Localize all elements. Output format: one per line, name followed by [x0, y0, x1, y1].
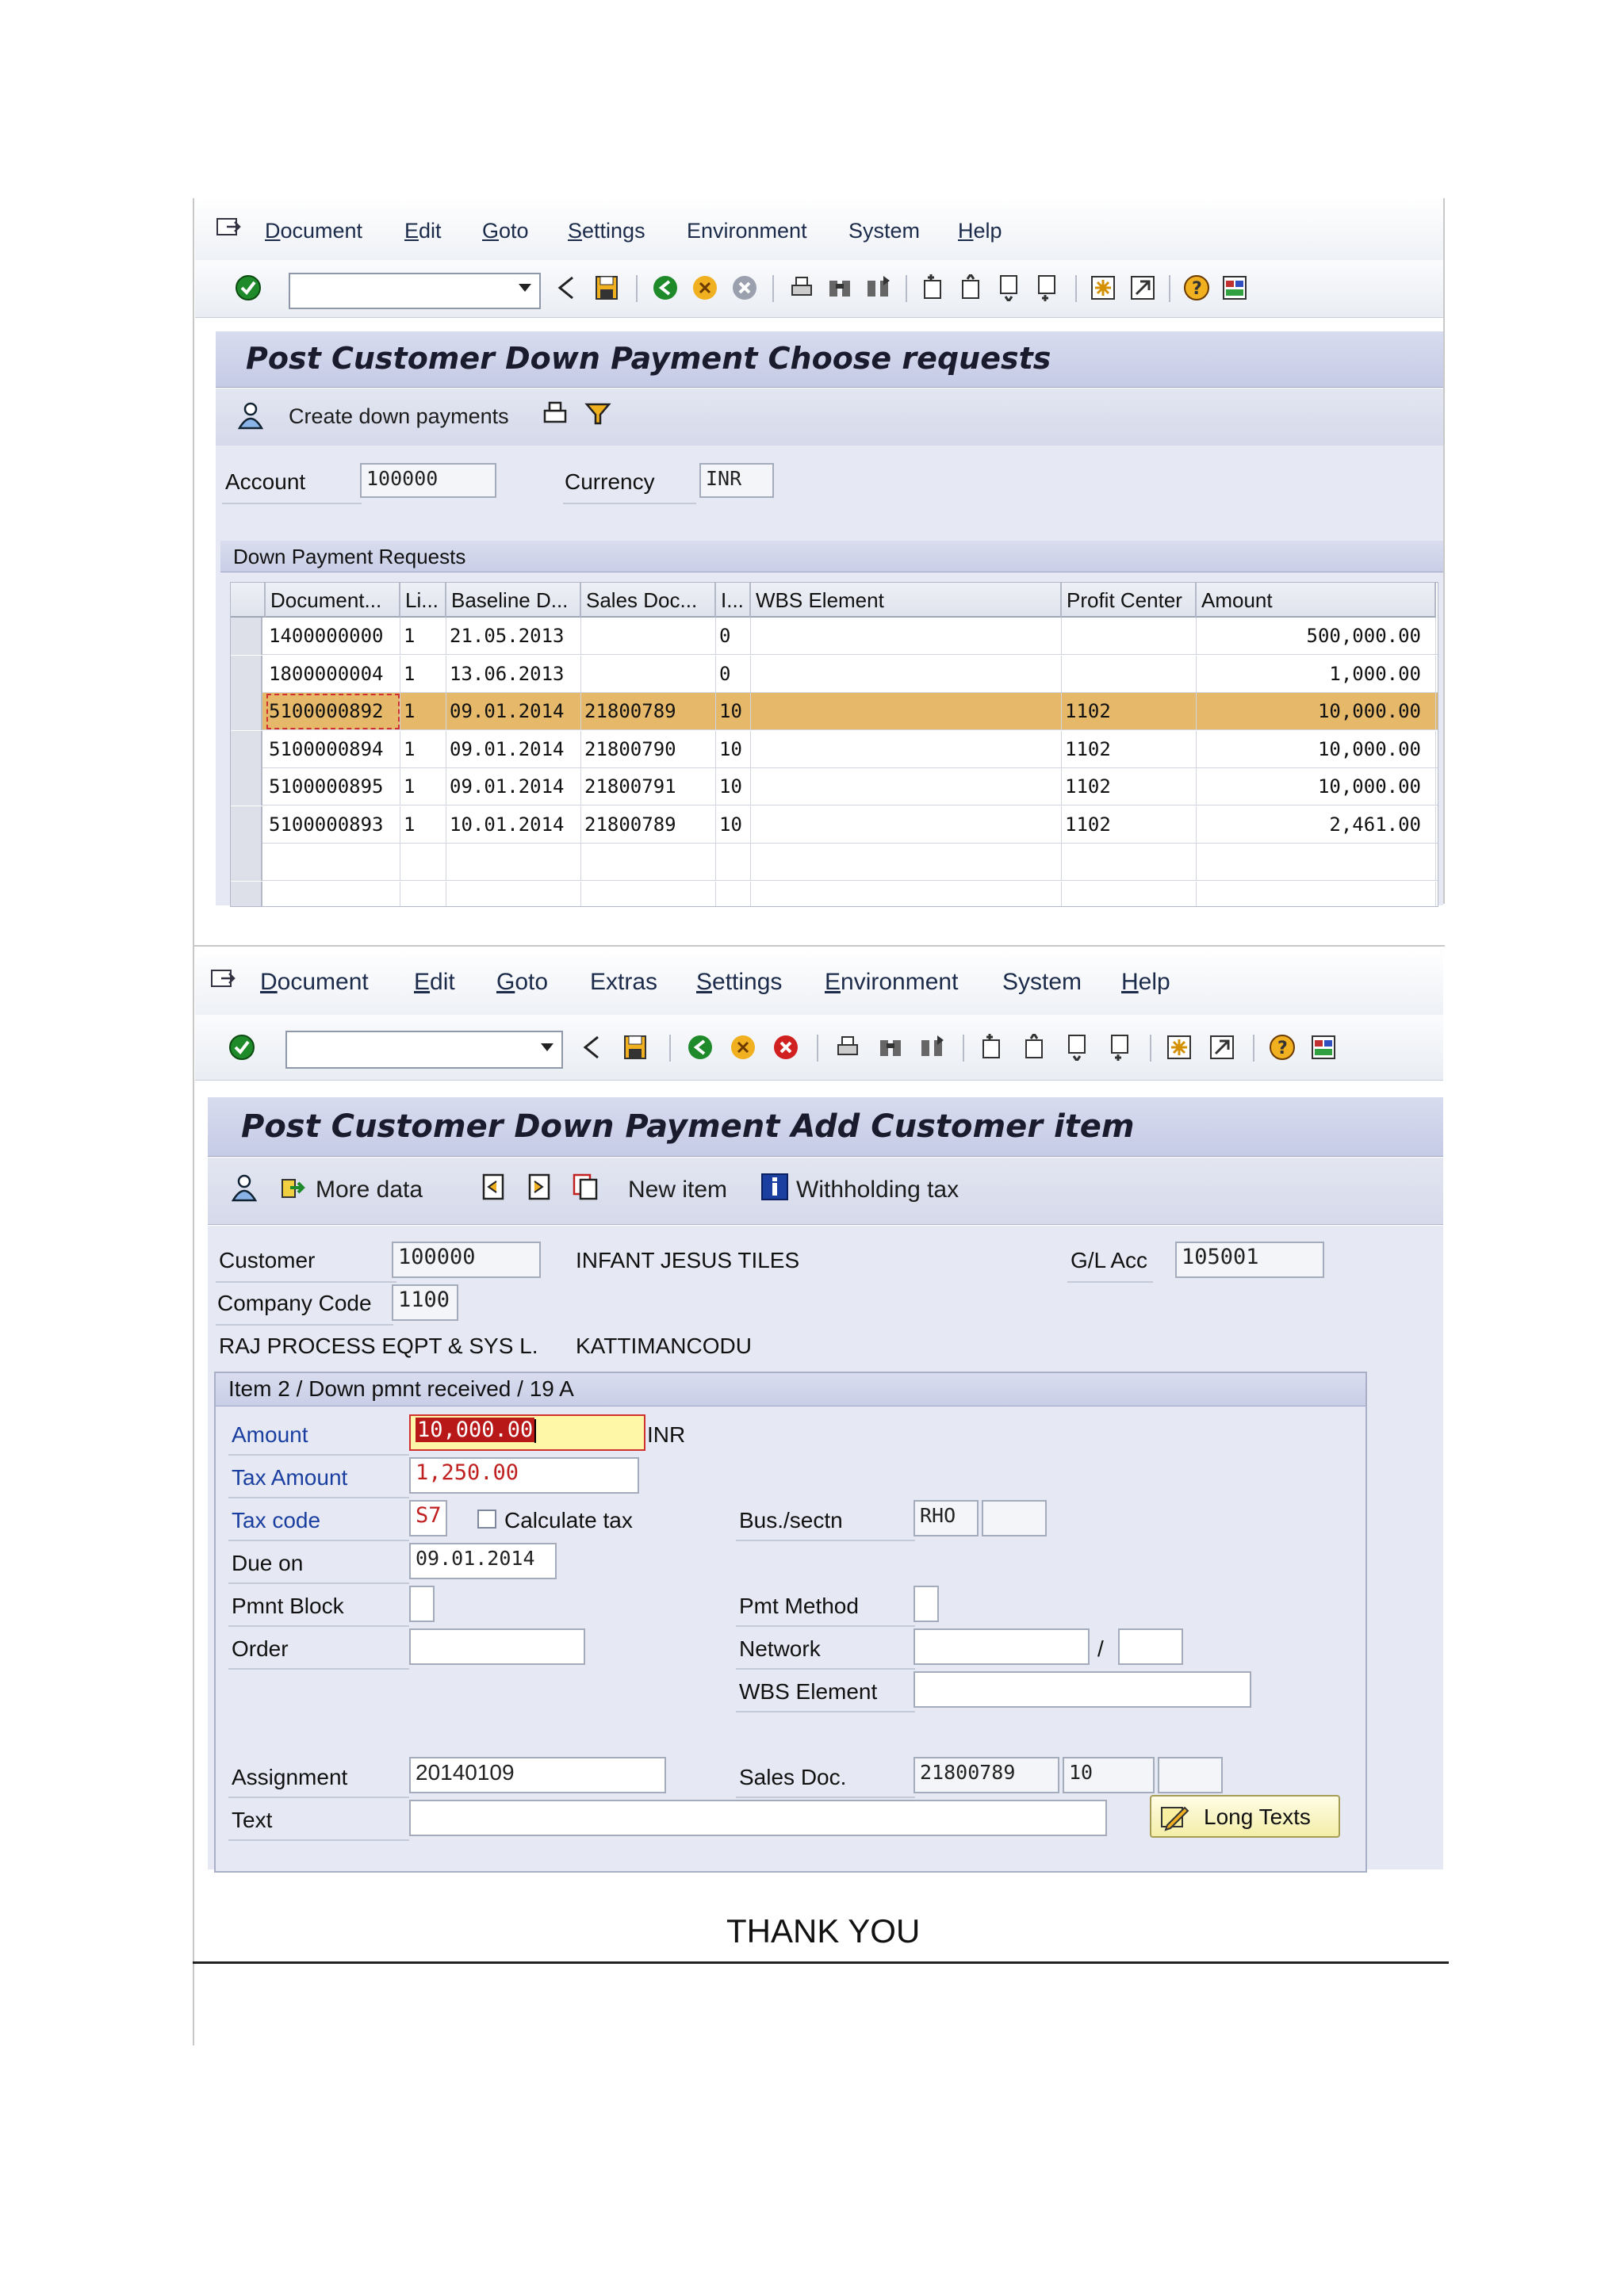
tax-code-label-underline [228, 1540, 409, 1541]
table-cell [581, 656, 716, 693]
table-cell: 0 [716, 618, 751, 655]
toolbar-separator [963, 1035, 964, 1062]
back-icon[interactable] [553, 274, 580, 301]
table-cell: 10 [716, 806, 751, 844]
network-field[interactable] [914, 1628, 1090, 1665]
currency-label-underline [563, 503, 696, 504]
due-on-label: Due on [232, 1551, 304, 1575]
next-page-icon[interactable] [996, 274, 1023, 301]
table-cell: 1800000004 [266, 656, 400, 693]
table-cell [400, 844, 446, 881]
table-cell: 5100000893 [266, 806, 400, 844]
company-city: KATTIMANCODU [576, 1334, 752, 1358]
amount-label: Amount [232, 1422, 308, 1447]
table-cell [716, 844, 751, 881]
sales-doc-schedule-field[interactable] [1158, 1757, 1223, 1793]
menu-icon[interactable] [209, 967, 238, 991]
row-selector[interactable] [231, 618, 262, 655]
long-texts-label: Long Texts [1204, 1804, 1311, 1829]
table-cell [716, 882, 751, 908]
network-activity-field[interactable] [1118, 1628, 1183, 1665]
assignment-field[interactable]: 20140109 [409, 1757, 666, 1793]
gl-account-label: G/L Acc [1071, 1248, 1148, 1272]
toolbar-separator [1253, 1035, 1254, 1062]
table-cell [266, 844, 400, 881]
customer-label: Customer [219, 1248, 316, 1272]
page-title: Post Customer Down Payment Choose requests [246, 341, 1051, 376]
dropdown-arrow-icon[interactable] [541, 1043, 553, 1051]
table-cell: 0 [716, 656, 751, 693]
company-code-label-underline [216, 1324, 393, 1326]
row-selector[interactable] [231, 656, 262, 693]
last-page-icon[interactable] [1034, 274, 1061, 301]
print-icon[interactable] [788, 274, 815, 301]
withholding-tax-button[interactable]: Withholding tax [796, 1177, 959, 1203]
table-cell: 2,461.00 [1197, 806, 1436, 844]
table-cell: 5100000894 [266, 731, 400, 768]
text-label: Text [232, 1808, 273, 1832]
currency-field[interactable]: INR [699, 463, 774, 498]
find-next-icon[interactable] [864, 274, 891, 301]
table-cell [1197, 844, 1436, 881]
create-down-payments-button[interactable]: Create down payments [289, 404, 509, 428]
order-label: Order [232, 1636, 289, 1661]
menu-goto[interactable]: Goto [482, 219, 529, 243]
menu-edit[interactable]: Edit [414, 969, 455, 995]
menu-goto[interactable]: Goto [496, 969, 549, 995]
customer-name: INFANT JESUS TILES [576, 1248, 800, 1272]
more-data-button[interactable]: More data [316, 1177, 423, 1203]
item-header: Item 2 / Down pmnt received / 19 A [216, 1373, 1365, 1406]
table-cell: 21800791 [581, 768, 716, 806]
person-icon[interactable] [236, 401, 265, 431]
page-title: Post Customer Down Payment Add Customer item [241, 1108, 1135, 1145]
screen-title-bar [216, 331, 1443, 388]
menu-environment[interactable]: Environment [687, 219, 807, 243]
table-cell [266, 882, 400, 908]
table-cell: 1 [400, 618, 446, 655]
table-cell: 1102 [1062, 806, 1197, 844]
table-cell: 10,000.00 [1197, 731, 1436, 768]
create-session-icon[interactable] [1166, 1034, 1193, 1061]
prev-page-icon[interactable] [958, 274, 985, 301]
account-label: Account [225, 469, 306, 494]
table-cell [581, 844, 716, 881]
network-label: Network [739, 1636, 821, 1661]
network-separator: / [1097, 1636, 1104, 1661]
table-cell: 21.05.2013 [446, 618, 581, 655]
tax-amount-field[interactable]: 1,250.00 [409, 1457, 639, 1494]
pmnt-block-label-underline [228, 1625, 409, 1627]
save-icon[interactable] [593, 274, 620, 301]
menu-extras[interactable]: Extras [590, 969, 658, 995]
gl-account-field[interactable]: 105001 [1175, 1242, 1324, 1278]
table-cell [751, 768, 1062, 806]
table-cell [1197, 882, 1436, 908]
customer-label-underline [216, 1281, 396, 1283]
toolbar-separator [669, 1035, 671, 1062]
page-frame-left [193, 198, 194, 2045]
shortcut-icon[interactable] [1129, 274, 1156, 301]
create-session-icon[interactable] [1090, 274, 1116, 301]
table-cell: 10,000.00 [1197, 768, 1436, 806]
bus-sectn-label: Bus./sectn [739, 1508, 843, 1533]
table-cell: 10.01.2014 [446, 806, 581, 844]
table-cell: 09.01.2014 [446, 693, 581, 730]
calculate-tax-checkbox[interactable] [477, 1510, 496, 1529]
svg-text:?: ? [1192, 279, 1202, 299]
table-cell: 5100000895 [266, 768, 400, 806]
col-wbs-element[interactable]: WBS Element [751, 583, 1062, 618]
command-field[interactable] [289, 273, 541, 309]
table-cell: 5100000892 [266, 693, 400, 730]
item-groupbox [214, 1372, 1367, 1873]
table-cell: 1 [400, 768, 446, 806]
table-cell [1062, 844, 1197, 881]
company-code-label: Company Code [217, 1291, 372, 1315]
due-on-field[interactable]: 09.01.2014 [409, 1543, 557, 1579]
more-data-icon[interactable] [279, 1173, 308, 1202]
col-sales-doc[interactable]: Sales Doc... [581, 583, 716, 618]
table-cell [751, 693, 1062, 730]
pmt-method-label-underline [736, 1625, 915, 1627]
table-body [231, 618, 1438, 907]
page-frame-right [1443, 198, 1445, 904]
gl-label-underline [1067, 1281, 1153, 1283]
menu-edit[interactable]: Edit [404, 219, 442, 243]
command-field[interactable] [285, 1031, 563, 1069]
tax-code-label: Tax code [232, 1508, 321, 1533]
table-row[interactable] [231, 618, 1438, 655]
table-cell: 21800789 [581, 806, 716, 844]
footer-text: THANK YOU [726, 1912, 921, 1950]
pmt-method-field[interactable] [914, 1586, 939, 1622]
col-amount[interactable]: Amount [1197, 583, 1436, 618]
toolbar-separator [1150, 1035, 1151, 1062]
col-document[interactable]: Document... [266, 583, 400, 618]
menu-bar [195, 198, 1443, 261]
table-cell: 1 [400, 656, 446, 693]
menu-settings[interactable]: Settings [696, 969, 783, 995]
order-label-underline [228, 1668, 409, 1670]
toolbar-separator [906, 275, 907, 302]
header-panel [216, 446, 1443, 541]
table-cell: 09.01.2014 [446, 731, 581, 768]
tax-code-field[interactable]: S7 [409, 1500, 447, 1536]
table-cell: 1102 [1062, 693, 1197, 730]
menu-document[interactable]: Document [260, 969, 369, 995]
application-toolbar [208, 1158, 1443, 1225]
currency-label: Currency [565, 469, 655, 494]
row-selector[interactable] [231, 806, 262, 844]
exit-icon[interactable] [730, 1034, 756, 1061]
row-selector[interactable] [231, 844, 262, 881]
account-label-underline [222, 503, 362, 504]
find-icon[interactable] [877, 1034, 904, 1061]
table-cell: 10 [716, 731, 751, 768]
table-cell [751, 806, 1062, 844]
table-cell [446, 882, 581, 908]
table-cell: 1 [400, 731, 446, 768]
long-texts-button[interactable] [1150, 1795, 1340, 1838]
row-selector[interactable] [231, 882, 262, 908]
back-icon[interactable] [579, 1034, 606, 1061]
assignment-label: Assignment [232, 1765, 348, 1789]
table-cell: 1400000000 [266, 618, 400, 655]
application-toolbar [216, 388, 1443, 446]
standard-toolbar [195, 1015, 1443, 1081]
cancel-icon[interactable] [772, 1034, 799, 1061]
table-cell: 10 [716, 693, 751, 730]
row-selector[interactable] [231, 768, 262, 806]
col-baseline-date[interactable]: Baseline D... [446, 583, 581, 618]
col-profit-center[interactable]: Profit Center [1062, 583, 1197, 618]
layout-icon[interactable] [1221, 274, 1248, 301]
copy-icon[interactable] [571, 1172, 601, 1202]
order-field[interactable] [409, 1628, 585, 1665]
table-cell: 1 [400, 806, 446, 844]
menu-settings[interactable]: Settings [568, 219, 645, 243]
tax-amount-label-underline [228, 1497, 409, 1498]
filter-icon[interactable] [584, 400, 612, 428]
save-icon[interactable] [622, 1034, 649, 1061]
table-cell: 1102 [1062, 768, 1197, 806]
col-line[interactable]: Li... [400, 583, 446, 618]
enter-icon[interactable] [228, 1034, 255, 1061]
prev-item-icon[interactable] [479, 1172, 508, 1202]
table-cell: 1 [400, 693, 446, 730]
dropdown-arrow-icon[interactable] [519, 284, 531, 292]
menu-system[interactable]: System [1002, 969, 1082, 995]
toolbar-separator [636, 275, 638, 302]
table-cell: 13.06.2013 [446, 656, 581, 693]
sales-doc-label: Sales Doc. [739, 1765, 847, 1789]
table-row[interactable] [231, 768, 1438, 806]
menu-environment[interactable]: Environment [825, 969, 959, 995]
menu-document[interactable]: Document [265, 219, 363, 243]
table-row[interactable] [231, 656, 1438, 693]
table-cell [400, 882, 446, 908]
network-label-underline [736, 1668, 915, 1670]
table-cell [581, 882, 716, 908]
new-item-button[interactable]: New item [628, 1177, 728, 1203]
sales-doc-field[interactable]: 21800789 [914, 1757, 1059, 1793]
menu-help[interactable]: Help [1121, 969, 1170, 995]
tax-amount-label: Tax Amount [232, 1465, 348, 1490]
withholding-tax-icon[interactable] [760, 1172, 790, 1202]
layout-icon[interactable] [1310, 1034, 1337, 1061]
table-cell: 10 [716, 768, 751, 806]
svg-text:?: ? [1277, 1039, 1288, 1058]
assignment-label-underline [228, 1797, 409, 1798]
company-name: RAJ PROCESS EQPT & SYS L. [219, 1334, 538, 1358]
row-selector-header[interactable] [231, 583, 266, 618]
first-page-icon[interactable] [920, 274, 947, 301]
exit-icon[interactable] [691, 274, 718, 301]
row-selector[interactable] [231, 693, 262, 730]
toolbar-separator [817, 1035, 818, 1062]
pmnt-block-label: Pmnt Block [232, 1594, 344, 1618]
text-cursor [534, 1419, 536, 1443]
row-selector[interactable] [231, 731, 262, 768]
bus-sectn-label-underline [736, 1540, 915, 1541]
text-label-underline [228, 1839, 409, 1841]
sales-doc-label-underline [736, 1797, 915, 1798]
table-row[interactable] [231, 882, 1438, 908]
find-icon[interactable] [826, 274, 853, 301]
shortcut-icon[interactable] [1208, 1034, 1235, 1061]
table-cell [581, 618, 716, 655]
toolbar-separator [1075, 275, 1077, 302]
table-cell: 21800790 [581, 731, 716, 768]
table-cell: 09.01.2014 [446, 768, 581, 806]
amount-label-underline [228, 1454, 409, 1456]
amount-value: 10,000.00 [417, 1418, 534, 1442]
sales-doc-item-field[interactable]: 10 [1063, 1757, 1155, 1793]
wbs-element-field[interactable] [914, 1671, 1251, 1708]
table-cell: 1,000.00 [1197, 656, 1436, 693]
screen-divider [193, 945, 1445, 947]
pmnt-block-field[interactable] [409, 1586, 435, 1622]
table-row[interactable] [231, 693, 1438, 730]
wbs-label-underline [736, 1711, 915, 1712]
table-cell [1062, 618, 1197, 655]
cancel-icon[interactable] [731, 274, 758, 301]
bus-sectn-field[interactable]: RHO [914, 1500, 979, 1536]
first-page-icon[interactable] [979, 1034, 1005, 1061]
toolbar-separator [1169, 275, 1170, 302]
table-cell [751, 656, 1062, 693]
wbs-element-label: WBS Element [739, 1679, 878, 1704]
col-item[interactable]: I... [716, 583, 751, 618]
green-back-icon[interactable] [687, 1034, 714, 1061]
last-page-icon[interactable] [1107, 1034, 1134, 1061]
table-row[interactable] [231, 731, 1438, 768]
menu-bar [195, 948, 1443, 1016]
bus-sectn-extra-field[interactable] [982, 1500, 1047, 1536]
company-code-field[interactable]: 1100 [392, 1284, 458, 1321]
text-field[interactable] [409, 1800, 1107, 1836]
calculate-tax-label: Calculate tax [504, 1508, 633, 1533]
pmt-method-label: Pmt Method [739, 1594, 859, 1618]
menu-icon[interactable] [216, 216, 243, 239]
table-title: Down Payment Requests [220, 541, 1443, 572]
table-cell [751, 731, 1062, 768]
menu-system[interactable]: System [848, 219, 921, 243]
table-cell [1062, 656, 1197, 693]
standard-toolbar [195, 260, 1443, 318]
due-on-label-underline [228, 1582, 409, 1584]
amount-currency: INR [647, 1422, 686, 1447]
enter-icon[interactable] [235, 274, 262, 301]
print-icon[interactable] [834, 1034, 861, 1061]
down-payment-requests-table [230, 582, 1438, 907]
person-icon[interactable] [230, 1173, 259, 1203]
footer-rule [193, 1961, 1449, 1964]
table-cell: 1102 [1062, 731, 1197, 768]
amount-field[interactable] [409, 1414, 645, 1451]
print-list-icon[interactable] [541, 400, 569, 428]
screen-title-bar [208, 1097, 1443, 1157]
table-cell: 10,000.00 [1197, 693, 1436, 730]
table-cell [751, 618, 1062, 655]
customer-field[interactable]: 100000 [392, 1242, 541, 1278]
next-item-icon[interactable] [525, 1172, 553, 1202]
table-cell: 500,000.00 [1197, 618, 1436, 655]
table-cell [1062, 882, 1197, 908]
table-cell [751, 882, 1062, 908]
find-next-icon[interactable] [918, 1034, 945, 1061]
table-cell: 21800789 [581, 693, 716, 730]
toolbar-separator [772, 275, 774, 302]
help-icon[interactable] [1269, 1034, 1296, 1061]
next-page-icon[interactable] [1064, 1034, 1091, 1061]
table-row[interactable] [231, 806, 1438, 844]
green-back-icon[interactable] [652, 274, 679, 301]
account-field[interactable]: 100000 [360, 463, 496, 498]
pencil-icon [1159, 1803, 1189, 1831]
table-cell [751, 844, 1062, 881]
menu-help[interactable]: Help [958, 219, 1002, 243]
table-cell [446, 844, 581, 881]
prev-page-icon[interactable] [1021, 1034, 1048, 1061]
help-icon[interactable] [1183, 274, 1210, 301]
table-row[interactable] [231, 844, 1438, 881]
